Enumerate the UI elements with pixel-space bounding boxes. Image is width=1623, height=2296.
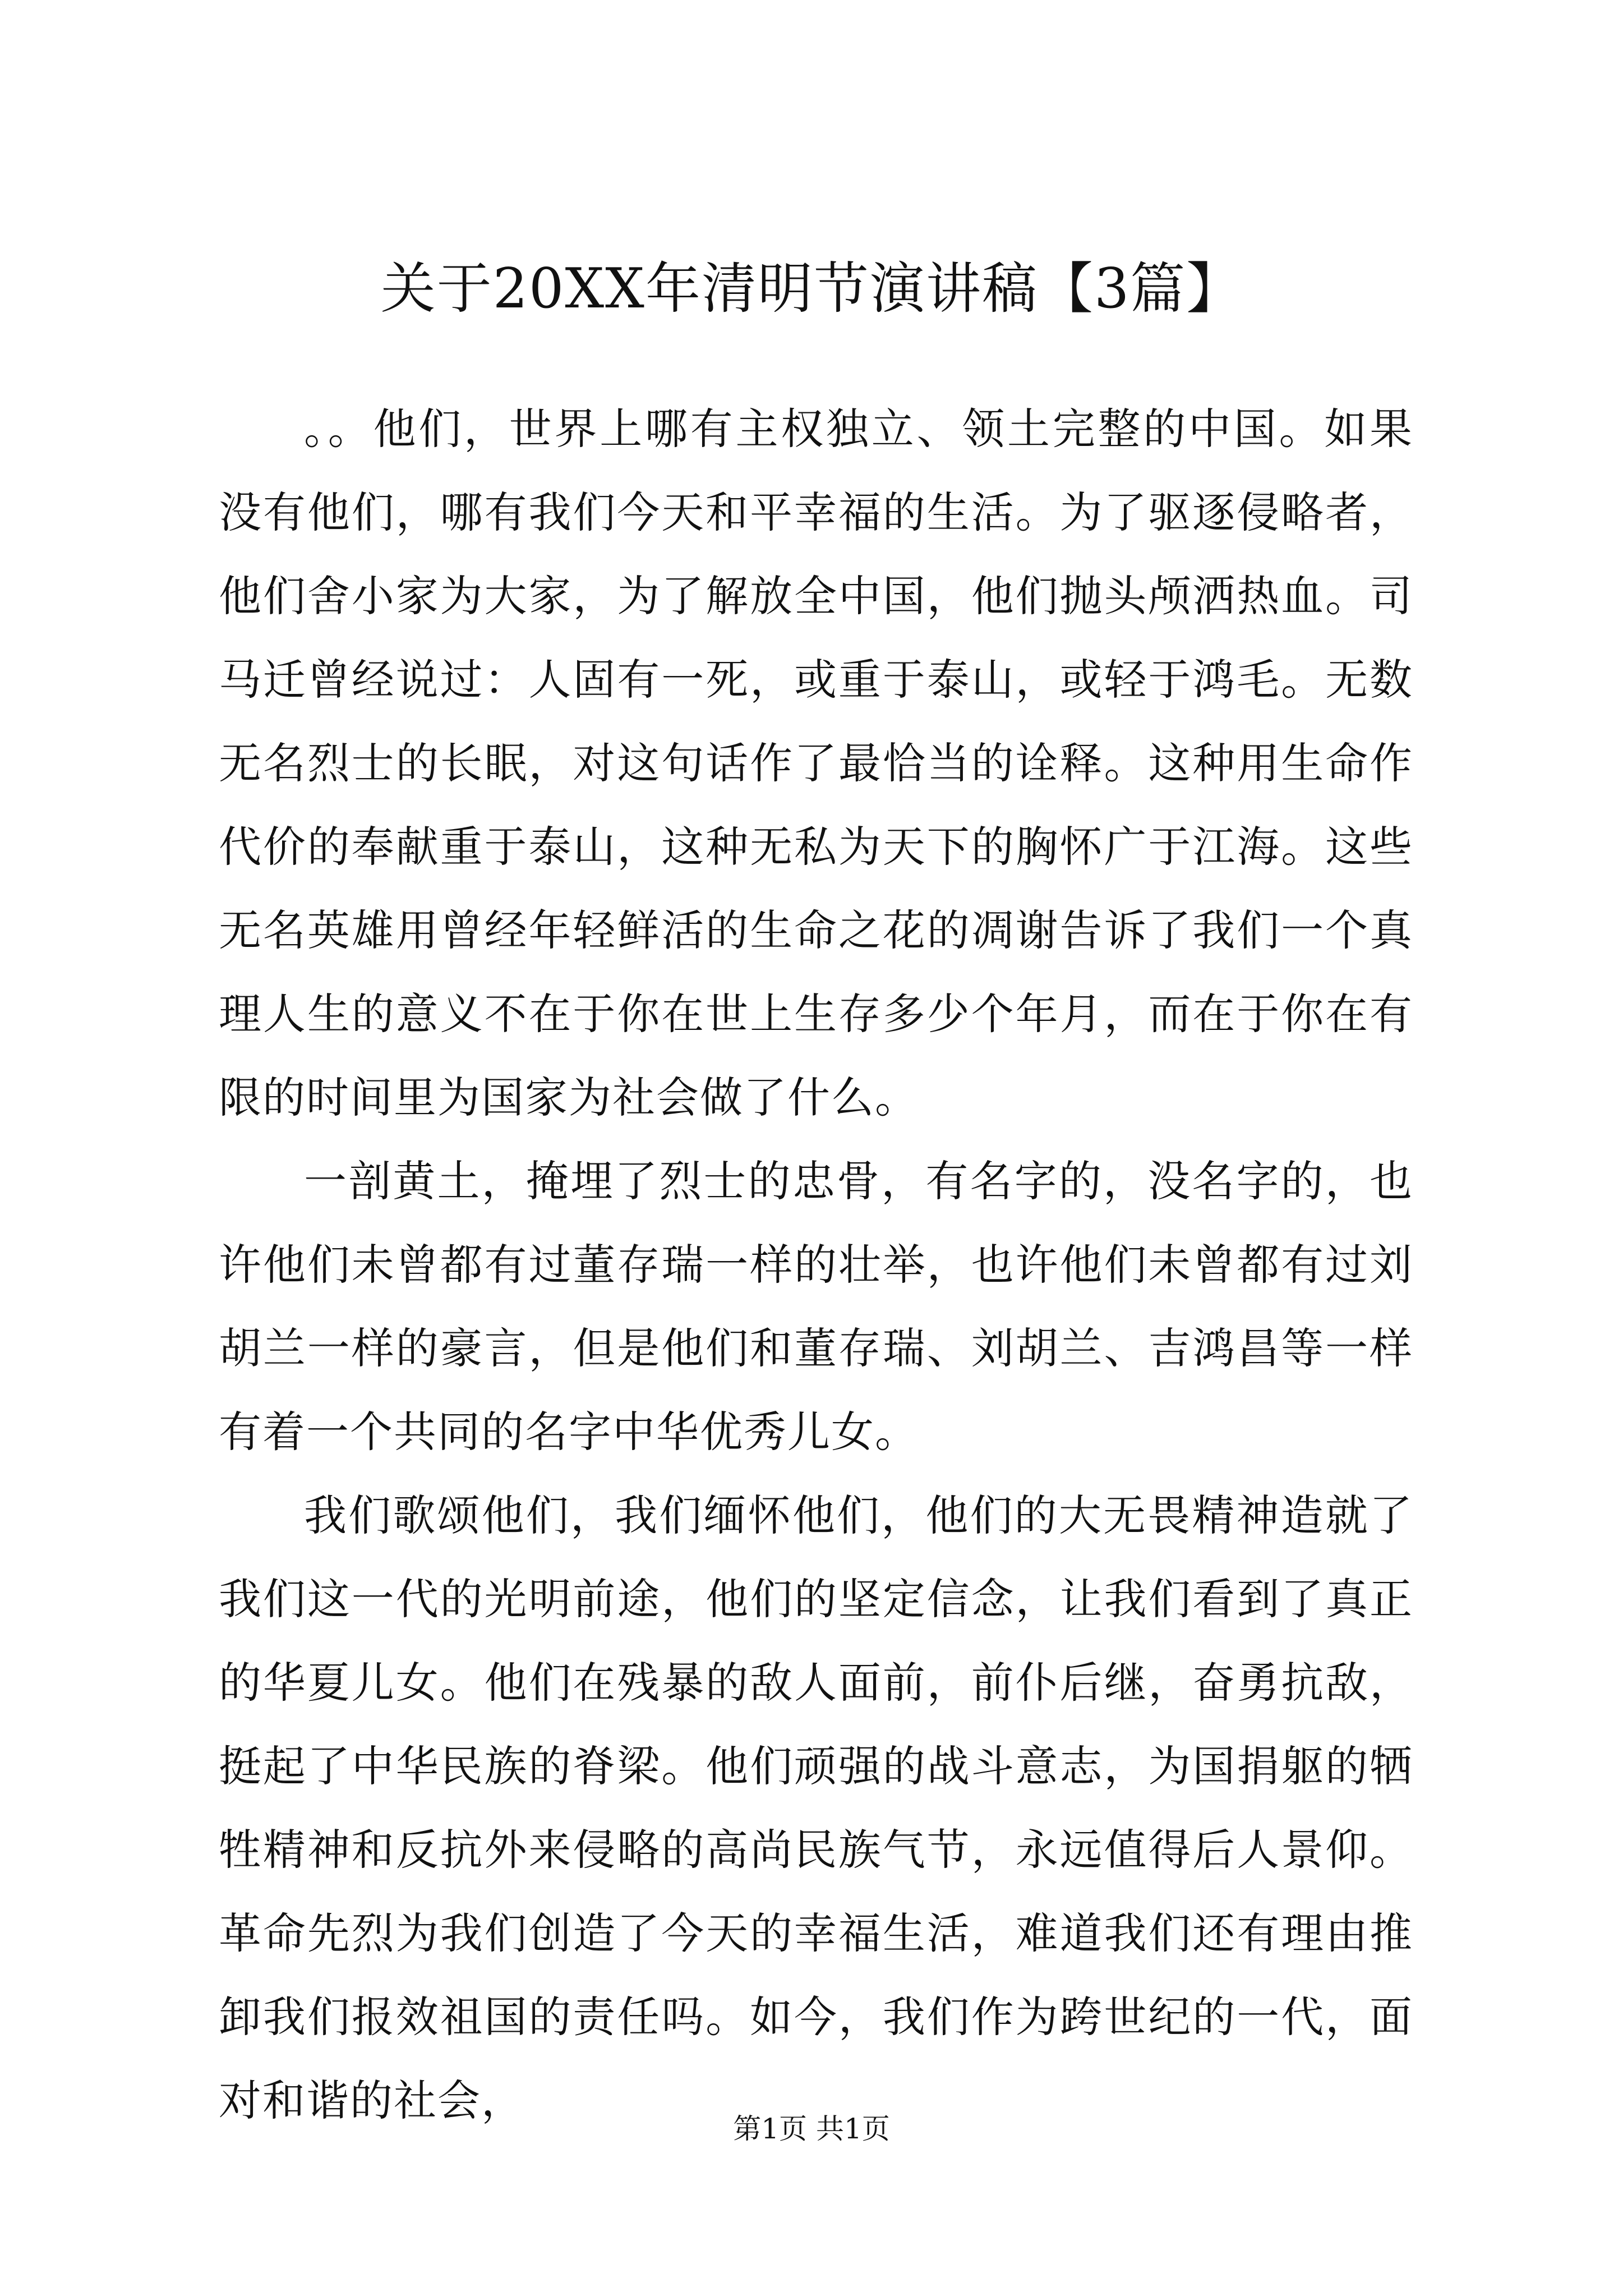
paragraph-3: 我们歌颂他们，我们缅怀他们，他们的大无畏精神造就了我们这一代的光明前途，他们的坚定信念，让我们看到了真正的华夏儿女。他们在残暴的敌人面前，前仆后继，奋勇抗敌，挺起了中华民族的脊梁。他们顽强的战斗意志，为国捐躯的牺牲精神和反抗外来侵略的高尚民族气节，永远值得后人景仰。革命先烈为我们创造了今天的幸福生活，难道我们还有理由推卸我们报效祖国的责任吗。如今，我们作为跨世纪的一代，面对和谐的社会， xyxy=(219,1490,1413,2125)
paragraph-1: 。。他们，世界上哪有主权独立、领土完整的中国。如果没有他们，哪有我们今天和平幸福的生活。为了驱逐侵略者，他们舍小家为大家，为了解放全中国，他们抛头颅洒热血。司马迁曾经说过：人固有一死，或重于泰山，或轻于鸿毛。无数无名烈士的长眠，对这句话作了最恰当的诠释。这种用生命作代价的奉献重于泰山，这种无私为天下的胸怀广于江海。这些无名英雄用曾经年轻鲜活的生命之花的凋谢告诉了我们一个真理人生的意义不在于你在世上生存多少个年月，而在于你在有限的时间里为国家为社会做了什么。 xyxy=(219,404,1413,1122)
paragraph-2: 一剖黄土，掩埋了烈士的忠骨，有名字的，没名字的，也许他们未曾都有过董存瑞一样的壮举，也许他们未曾都有过刘胡兰一样的豪言，但是他们和董存瑞、刘胡兰、吉鸿昌等一样有着一个共同的名字中华优秀儿女。 xyxy=(219,1156,1413,1457)
page-footer: 第1页 共1页 xyxy=(733,2113,890,2145)
document-title: 关于20XX年清明节演讲稿【3篇】 xyxy=(380,257,1243,321)
document-body xyxy=(219,387,1413,2142)
